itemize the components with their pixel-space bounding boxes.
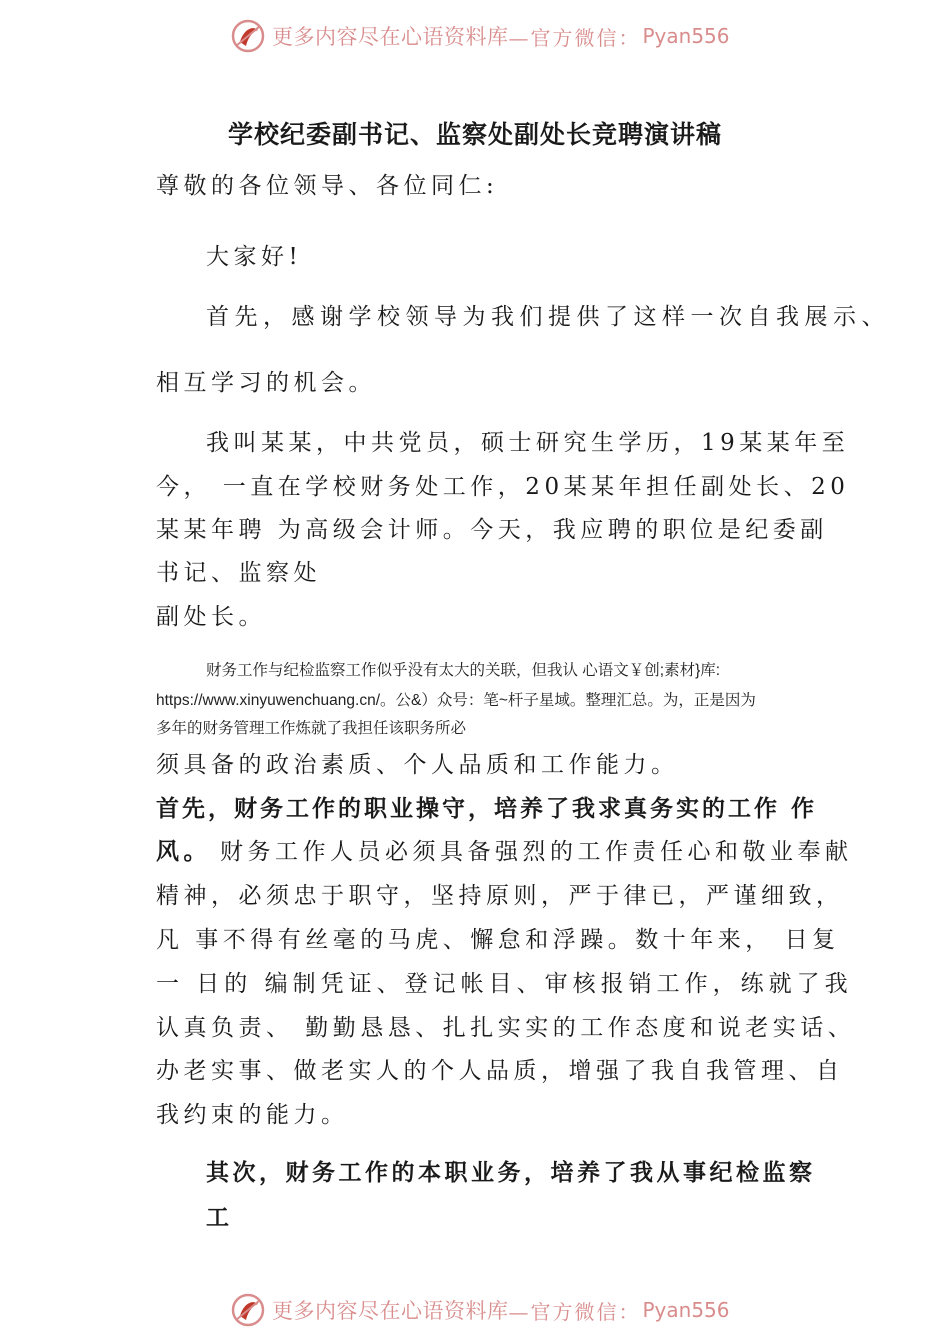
body-line: 财务工作人员必须具备强烈的工作责任心和敬业奉献	[220, 839, 853, 865]
body-line: 书记、监察处	[156, 560, 321, 586]
banner-wechat-id: Pyan556	[642, 24, 730, 48]
inserted-text-line: https://www.xinyuwenchuang.cn/。公&）众号：笔~杆子星域。整理汇总。为，正是因为	[156, 692, 756, 709]
body-line: 我叫某某，中共党员，硕士研究生学历，19某某年至	[206, 430, 850, 456]
section-heading: 其次，财务工作的本职业务，培养了我从事纪检监察	[206, 1159, 816, 1186]
banner-main-text: 更多内容尽在心语资料库	[272, 25, 509, 49]
body-line: 我约束的能力。	[156, 1102, 349, 1128]
body-line: 一 日的 编制凭证、登记帐目、审核报销工作，练就了我	[156, 971, 853, 997]
banner-sub-text: —官方微信：	[508, 25, 641, 50]
body-line: 认真负责、 勤勤恳恳、扎扎实实的工作态度和说老实话、	[156, 1015, 856, 1041]
body-line: 相互学习的机会。	[156, 370, 376, 396]
greeting: 大家好!	[206, 244, 303, 270]
banner-sub-text: —官方微信：	[508, 1299, 641, 1324]
brand-logo-icon	[230, 1292, 266, 1328]
footer-banner	[230, 1290, 730, 1330]
banner-wechat-id: Pyan556	[642, 1298, 730, 1322]
inserted-text-line: 财务工作与纪检监察工作似乎没有太大的关联，但我认 心语文￥创;素材}库:	[206, 662, 721, 679]
body-line: 首先，感谢学校领导为我们提供了这样一次自我展示、	[206, 304, 890, 330]
body-line: 办老实事、做老实人的个人品质，增强了我自我管理、自	[156, 1058, 844, 1084]
section-heading-cont: 风。	[156, 838, 211, 865]
brand-logo-icon	[230, 18, 266, 54]
body-line: 凡 事不得有丝毫的马虎、懈怠和浮躁。数十年来， 日复	[156, 927, 840, 953]
body-line: 今， 一直在学校财务处工作，20某某年担任副处长、20	[156, 474, 850, 500]
header-banner	[230, 16, 730, 56]
section-heading: 首先，财务工作的职业操守，培养了我求真务实的工作 作	[156, 795, 818, 822]
body-line: 须具备的政治素质、个人品质和工作能力。	[156, 752, 679, 778]
section-heading-cont: 工	[206, 1204, 234, 1231]
salutation: 尊敬的各位领导、各位同仁:	[156, 173, 499, 199]
body-line: 某某年聘 为高级会计师。今天，我应聘的职位是纪委副	[156, 517, 828, 543]
body-line: 精神，必须忠于职守，坚持原则，严于律已，严谨细致，	[156, 883, 844, 909]
body-line: 副处长。	[156, 604, 266, 630]
inserted-text-line: 多年的财务管理工作炼就了我担任该职务所必	[156, 720, 467, 737]
banner-main-text: 更多内容尽在心语资料库	[272, 1299, 509, 1323]
document-title: 学校纪委副书记、监察处副处长竞聘演讲稿	[227, 120, 722, 149]
